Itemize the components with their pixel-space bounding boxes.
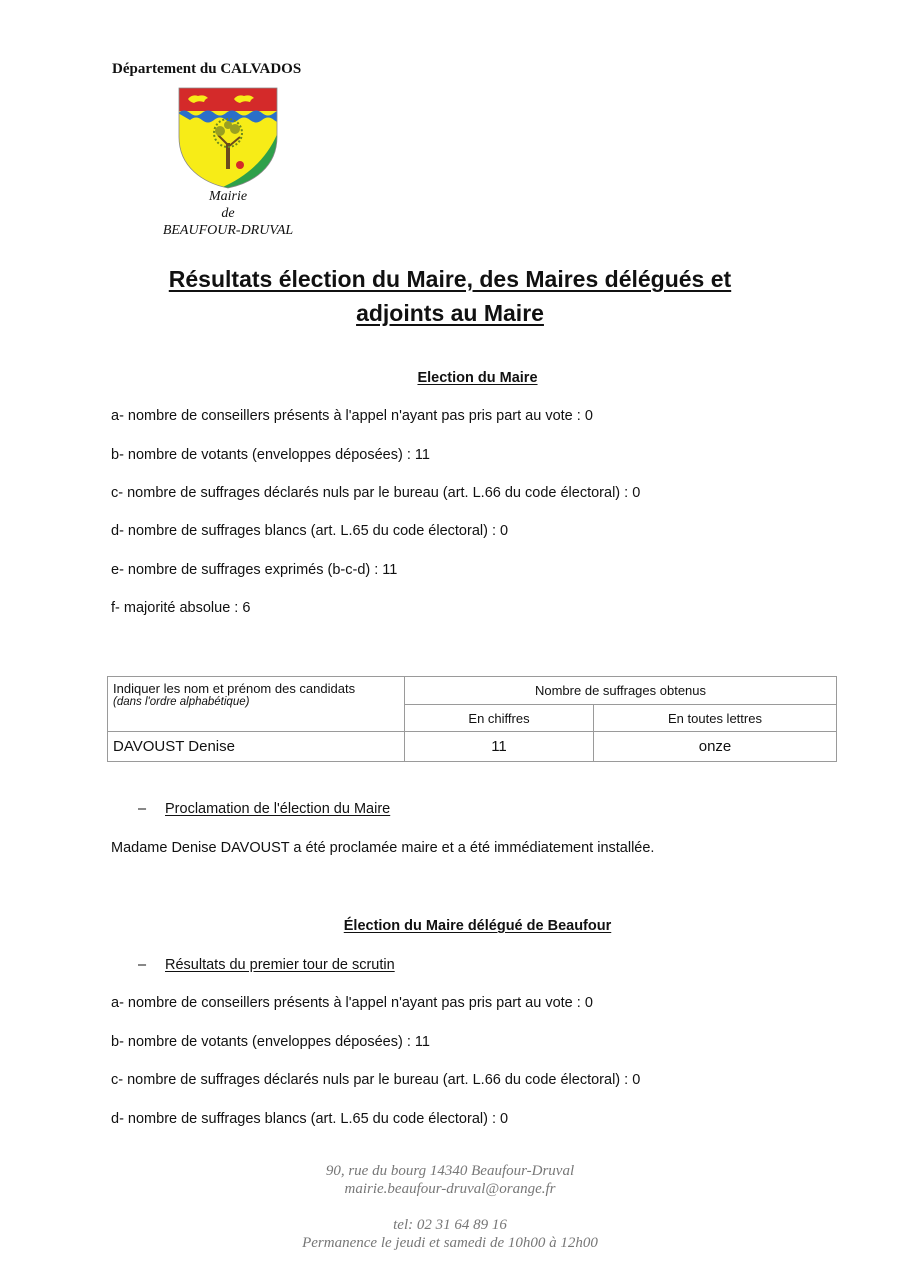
beaufour-line-a: a- nombre de conseillers présents à l'appel n'ayant pas pris part au vote : 0 [111,995,593,1011]
candidate-votes-letters: onze [594,732,837,762]
page-title-line-1: Résultats élection du Maire, des Maires délégués et [168,266,732,292]
beaufour-line-d: d- nombre de suffrages blancs (art. L.65 du code électoral) : 0 [111,1111,509,1127]
page-title [100,262,800,330]
candidates-name-header: Indiquer les nom et prénom des candidats (dans l'ordre alphabétique) [108,677,405,732]
coat-of-arms-logo [178,87,278,189]
result-line-b: b- nombre de votants (enveloppes déposées) : 11 [111,447,430,463]
table-row [108,732,837,762]
candidate-votes-figures: 11 [405,732,594,762]
dash-bullet: – [138,957,147,973]
first-round-subheading [138,957,395,973]
result-line-a: a- nombre de conseillers présents à l'appel n'ayant pas pris part au vote : 0 [111,408,593,424]
mairie-label [135,188,321,239]
proclamation-text: Madame Denise DAVOUST a été proclamée maire et a été immédiatement installée. [111,840,655,856]
page-footer [200,1162,700,1252]
page-title-line-2: adjoints au Maire [356,300,544,326]
section-heading-beaufour: Élection du Maire délégué de Beaufour [343,918,612,934]
mairie-line-3: BEAUFOUR-DRUVAL [162,223,294,238]
result-line-d: d- nombre de suffrages blancs (art. L.65 du code électoral) : 0 [111,523,509,539]
mairie-line-2: de [221,206,235,221]
beaufour-line-b: b- nombre de votants (enveloppes déposées) : 11 [111,1034,430,1050]
votes-group-header: Nombre de suffrages obtenus [405,677,837,705]
result-line-c: c- nombre de suffrages déclarés nuls par le bureau (art. L.66 du code électoral) : 0 [111,485,641,501]
section-heading-mayor: Election du Maire [417,370,538,386]
footer-email: mairie.beaufour-druval@orange.fr [344,1181,556,1197]
result-line-e: e- nombre de suffrages exprimés (b-c-d) : 11 [111,562,398,578]
result-line-f: f- majorité absolue : 6 [111,600,251,616]
footer-contact [200,1180,700,1234]
beaufour-line-c: c- nombre de suffrages déclarés nuls par le bureau (art. L.66 du code électoral) : 0 [111,1072,641,1088]
candidate-name: DAVOUST Denise [108,732,405,762]
mairie-line-1: Mairie [208,189,248,204]
footer-address: 90, rue du bourg 14340 Beaufour-Druval [325,1163,575,1179]
department-heading: Département du CALVADOS [112,61,302,77]
candidates-name-hint: (dans l'ordre alphabétique) [113,696,250,708]
first-round-subheading-text: Résultats du premier tour de scrutin [165,957,395,973]
footer-hours: Permanence le jeudi et samedi de 10h00 à 12h00 [302,1235,598,1251]
proclamation-subheading [138,801,390,817]
dash-bullet: – [138,801,147,817]
votes-figures-header: En chiffres [405,705,594,732]
candidates-table [107,676,837,762]
proclamation-subheading-text: Proclamation de l'élection du Maire [165,801,391,817]
votes-letters-header: En toutes lettres [594,705,837,732]
footer-phone: tel: 02 31 64 89 16 [393,1217,507,1233]
